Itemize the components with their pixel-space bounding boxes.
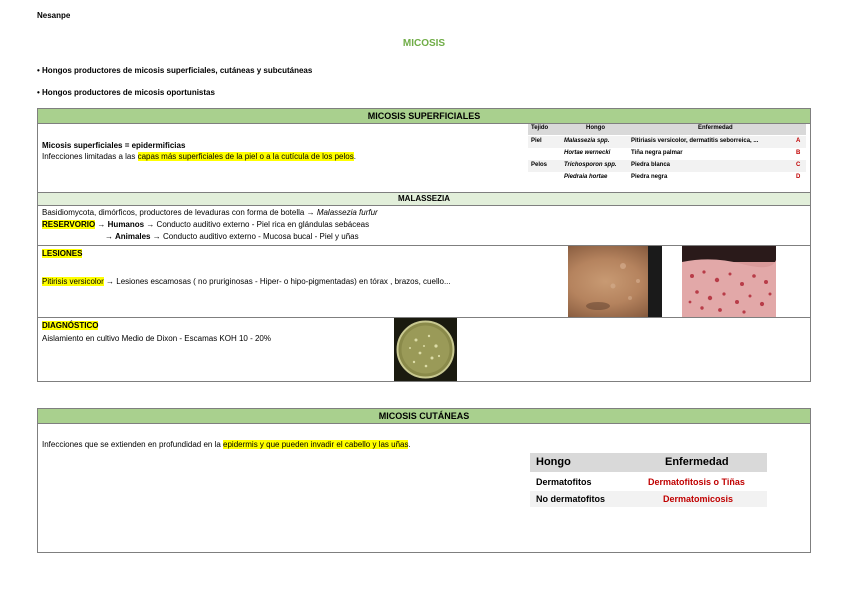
table-row (528, 148, 806, 160)
diagnostico-text: Aislamiento en cultivo Medio de Dixon - Escamas KOH 10 - 20% (42, 334, 271, 343)
superficiales-definition: Micosis superficiales = epidermificias (42, 141, 186, 150)
rash-photo (682, 246, 776, 317)
lesiones-label-wrap (42, 248, 82, 259)
text-span: → Conducto auditivo externo - Mucosa bucal - Piel y uñas (150, 232, 359, 241)
table-header: Enfermedad (665, 456, 729, 468)
skin-lesion-photo (568, 246, 662, 317)
table-header: Enfermedad (698, 125, 733, 131)
pitiriasis-label: Pitirisis versicolor (42, 277, 104, 286)
lesiones-label: LESIONES (42, 249, 83, 258)
skin-photo-graphic (568, 246, 662, 317)
table-row (530, 491, 767, 507)
table-row (530, 474, 767, 490)
cutaneas-header: MICOSIS CUTÁNEAS (38, 409, 810, 424)
enfermedad-cell: Dermatofitosis o Tiñas (648, 477, 745, 487)
reservorio-label: RESERVORIO (42, 220, 96, 229)
enfermedad-cell: Pitiriasis versicolor, dermatitis seborreica, ... (631, 138, 759, 144)
diagnostico-label-wrap (42, 320, 98, 331)
enfermedad-cell: Dermatomicosis (663, 494, 734, 504)
diagnostico-label: DIAGNÓSTICO (42, 321, 99, 330)
hongo-cell: Hortae wernecki (564, 150, 611, 156)
page-title: MICOSIS (402, 38, 446, 49)
letter-cell: A (796, 138, 801, 144)
highlighted-text: epidermis y que pueden invadir el cabello y las uñas (223, 440, 409, 449)
text-span: Basidiomycota, dimórficos, productores de levaduras con forma de botella → (42, 208, 317, 217)
malassezia-header: MALASSEZIA (38, 192, 810, 206)
text-span: Infecciones limitadas a las (42, 152, 138, 161)
enfermedad-cell: Piedra blanca (631, 162, 671, 168)
culture-plate-photo (394, 318, 457, 381)
table-header: Hongo (536, 456, 571, 468)
animales-label: Animales (114, 232, 151, 241)
hongo-cell: Malassezia spp. (564, 138, 610, 144)
bullet-item: • Hongos productores de micosis oportunistas (37, 88, 215, 97)
enfermedad-cell: Piedra negra (631, 174, 668, 180)
table-header: Hongo (586, 125, 605, 131)
text-span: → Lesiones escamosas ( no pruriginosas - Hiper- o hipo-pigmentadas) en tórax , brazos, cuello... (103, 277, 451, 286)
species-name: Malassezia furfur (316, 208, 378, 217)
table-header: Tejido (531, 125, 549, 131)
highlighted-text: capas más superficiales de la piel o a la cutícula de los pelos (137, 152, 354, 161)
letter-cell: B (796, 150, 801, 156)
bullet-item: • Hongos productores de micosis superficiales, cutáneas y subcutáneas (37, 66, 313, 75)
hongo-cell: No dermatofitos (536, 494, 606, 504)
text-span: . (353, 152, 356, 161)
author-name: Nesanpe (37, 11, 71, 20)
text-span: . (408, 440, 411, 449)
superficiales-header: MICOSIS SUPERFICIALES (38, 109, 810, 124)
table-header-row (528, 124, 806, 135)
hongo-cell: Dermatofitos (536, 477, 592, 487)
animales-line (105, 231, 359, 242)
rash-photo-graphic (682, 246, 776, 317)
letter-cell: D (796, 174, 801, 180)
tejido-cell: Pelos (531, 162, 548, 168)
culture-plate-graphic (394, 318, 457, 381)
superficiales-description (42, 151, 356, 162)
hongo-cell: Trichosporon spp. (564, 162, 617, 168)
table-row (528, 172, 806, 184)
hongo-cell: Piedraia hortae (564, 174, 608, 180)
pitiriasis-line (42, 276, 451, 287)
enfermedad-cell: Tiña negra palmar (631, 150, 683, 156)
table-header-row (530, 453, 767, 472)
table-row (528, 136, 806, 148)
text-span: → (95, 220, 108, 229)
humanos-label: Humanos (107, 220, 145, 229)
cutaneas-description (42, 439, 411, 450)
text-span: Infecciones que se extienden en profundidad en la (42, 440, 224, 449)
malassezia-description (42, 207, 378, 218)
text-span: → (105, 232, 115, 241)
reservorio-line (42, 219, 369, 230)
table-row (528, 160, 806, 172)
text-span: → Conducto auditivo externo - Piel rica en glándulas sebáceas (144, 220, 370, 229)
letter-cell: C (796, 162, 801, 168)
tejido-cell: Piel (531, 138, 542, 144)
